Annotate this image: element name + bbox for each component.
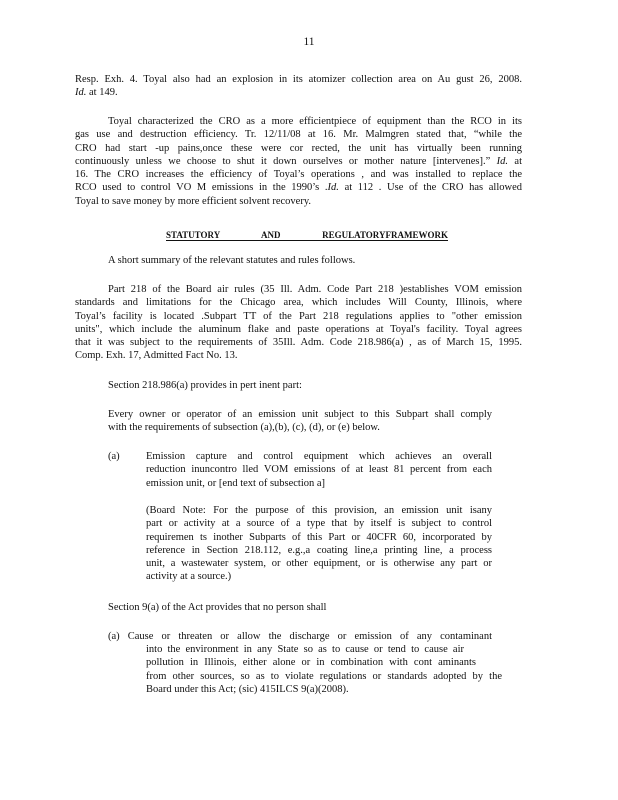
text-line: Toyal’s facility is located .Subpart TT of the Part 218 regulations applies to "other emission bbox=[75, 310, 522, 322]
page-number: 11 bbox=[303, 36, 315, 48]
paragraph-cro bbox=[75, 115, 522, 208]
citation-id: Id. bbox=[496, 155, 509, 167]
text-line: Section 9(a) of the Act provides that no person shall bbox=[108, 602, 327, 613]
text-line: continuously unless we choose to shut it down ourselves or mother nature [intervenes].” Id. at bbox=[75, 155, 523, 167]
item-cause-text bbox=[146, 643, 502, 696]
item-cause-first-line bbox=[108, 630, 492, 643]
text-line: (Board Note: For the purpose of this provision, an emission unit isany bbox=[146, 505, 492, 516]
text-line: Toyal characterized the CRO as a more efficientpiece of equipment than the RCO in its bbox=[108, 116, 522, 127]
paragraph-explosion bbox=[75, 73, 522, 100]
text-line: Toyal to save money by more efficient solvent recovery. bbox=[75, 195, 312, 207]
item-a-text bbox=[146, 450, 492, 490]
citation-id: Id. bbox=[327, 182, 339, 194]
paragraph-section-9a bbox=[108, 601, 522, 614]
text-line: CRO had start -up pains,once these were cor rected, the unit has virtually been running bbox=[75, 142, 522, 154]
text-line: Resp. Exh. 4. Toyal also had an explosion in its atomizer collection area on Au gust 26, 2008. bbox=[75, 74, 522, 85]
text-line: requiremen ts inother Subparts of this Part or 40CFR 60, incorporated by bbox=[146, 531, 492, 543]
text-line: reference in Section 218.112, e.g.,a coating line,a printing line, a process bbox=[146, 544, 492, 556]
item-a-label: (a) bbox=[108, 451, 120, 462]
quote-every-owner bbox=[108, 408, 492, 435]
text-line: Every owner or operator of an emission unit subject to this Subpart shall comply bbox=[108, 409, 492, 420]
text-line: Comp. Exh. 17, Admitted Fact No. 13. bbox=[75, 350, 238, 362]
paragraph-summary bbox=[108, 254, 522, 267]
text-line: gas use and destruction efficiency. Tr. 12/11/08 at 16. Mr. Malmgren stated that, “while the bbox=[75, 129, 522, 141]
text-line: reduction inuncontro lled VOM emissions of at least 81 percent from each bbox=[146, 464, 492, 476]
text-line: RCO used to control VO M emissions in the 1990’s .Id. at 112 . Use of the CRO has allowed bbox=[75, 182, 523, 194]
text-line: units", which include the aluminum flake and paste operations at Toyal's facility. Toyal agrees bbox=[75, 323, 522, 335]
paragraph-part-218 bbox=[75, 283, 522, 363]
text-line: activity at a source.) bbox=[146, 571, 232, 583]
section-heading: STATUTORY AND REGULATORYFRAMEWORK bbox=[166, 230, 448, 240]
text-line: from other sources, so as to violate regulations or standards adopted by the bbox=[146, 670, 502, 682]
text-line: (a) Cause or threaten or allow the discharge or emission of any contaminant bbox=[108, 631, 492, 642]
citation-id: Id. bbox=[75, 87, 87, 99]
text-line: that it was subject to the requirements of 35Ill. Adm. Code 218.986(a) , as of March 15, 1995. bbox=[75, 337, 522, 349]
text-line: Section 218.986(a) provides in pert inent part: bbox=[108, 380, 302, 391]
text-line: Id. at 149. bbox=[75, 87, 118, 99]
text-line: A short summary of the relevant statutes and rules follows. bbox=[108, 255, 356, 266]
text-line: with the requirements of subsection (a),(b), (c), (d), or (e) below. bbox=[108, 422, 380, 434]
text-line: pollution in Illinois, either alone or in combination with cont aminants bbox=[146, 657, 476, 669]
text-line: into the environment in any State so as to cause or tend to cause air bbox=[146, 644, 464, 655]
text-line: Board under this Act; (sic) 415ILCS 9(a)(2008). bbox=[146, 683, 349, 695]
text-line: emission unit, or [end text of subsection a] bbox=[146, 477, 326, 489]
text-line: 16. The CRO increases the efficiency of Toyal’s operations , and was installed to replace the bbox=[75, 169, 522, 181]
text-line: part or activity at a source of a type that by itself is subject to control bbox=[146, 518, 492, 530]
paragraph-section-218-986 bbox=[108, 379, 522, 392]
text-line: Emission capture and control equipment which achieves an overall bbox=[146, 451, 492, 462]
text-line: Part 218 of the Board air rules (35 Ill. Adm. Code Part 218 )establishes VOM emission bbox=[108, 284, 522, 295]
text-line: standards and limitations for the Chicago area, which includes Will County, Illinois, where bbox=[75, 297, 522, 309]
board-note bbox=[146, 504, 492, 584]
text-line: unit, a wastewater system, or other equipment, or is otherwise any part or bbox=[146, 558, 492, 570]
heading-underline bbox=[166, 240, 448, 241]
